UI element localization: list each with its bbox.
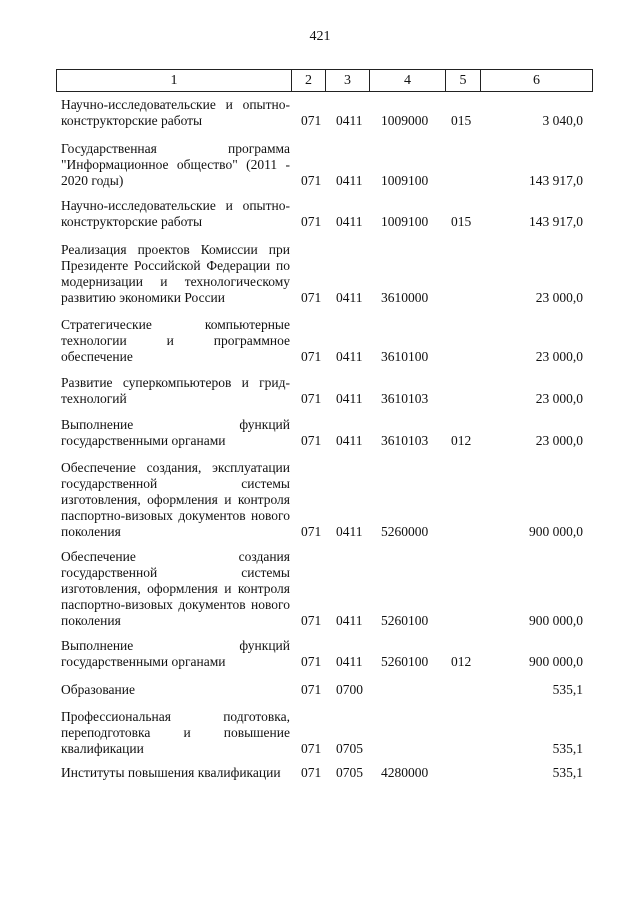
row-col-6: 143 917,0 (529, 173, 583, 188)
row-name: Выполнение функций государственными органами (61, 638, 290, 669)
row-col-2: 071 (301, 113, 322, 128)
header-col-1: 1 (170, 73, 178, 88)
row-name: Выполнение функций государственными органами (61, 417, 290, 448)
row-col-2: 071 (301, 765, 322, 780)
row-col-3: 0705 (336, 765, 363, 780)
row-col-3: 0411 (336, 113, 363, 128)
row-col-6: 23 000,0 (535, 391, 583, 406)
header-col-2: 2 (291, 70, 325, 91)
table-row (0, 198, 640, 230)
row-name: Государственная программа "Информационное общество" (2011 - 2020 годы) (61, 141, 290, 188)
row-col-3: 0411 (336, 214, 363, 229)
table-row (0, 375, 640, 407)
row-col-2: 071 (301, 613, 322, 628)
row-col-6: 900 000,0 (529, 654, 583, 669)
table-row (0, 242, 640, 306)
row-name: Институты повышения квалификации (61, 765, 281, 780)
row-name: Обеспечение создания государственной системы изготовления, оформления и контроля паспортно-визовых документов нового поколения (61, 549, 290, 628)
header-col-3: 3 (325, 70, 369, 91)
row-col-3: 0411 (336, 290, 363, 305)
row-col-2: 071 (301, 524, 322, 539)
row-col-2: 071 (301, 290, 322, 305)
row-col-4: 1009100 (381, 214, 429, 229)
row-col-3: 0411 (336, 654, 363, 669)
row-col-6: 900 000,0 (529, 524, 583, 539)
row-col-4: 3610103 (381, 433, 429, 448)
row-name: Стратегические компьютерные технологии и программное обеспечение (61, 317, 290, 364)
table-row (0, 709, 640, 757)
row-col-2: 071 (301, 173, 322, 188)
header-col-6: 6 (480, 70, 592, 91)
row-col-4: 3610100 (381, 349, 429, 364)
row-col-2: 071 (301, 433, 322, 448)
row-col-3: 0411 (336, 349, 363, 364)
row-col-6: 900 000,0 (529, 613, 583, 628)
row-col-3: 0700 (336, 682, 363, 697)
row-col-4: 5260000 (381, 524, 429, 539)
row-col-4: 1009100 (381, 173, 429, 188)
row-col-5: 015 (451, 214, 472, 229)
row-col-3: 0411 (336, 173, 363, 188)
header-col-5: 5 (445, 70, 480, 91)
row-name: Профессиональная подготовка, переподготовка и повышение квалификации (61, 709, 290, 756)
row-col-6: 23 000,0 (535, 349, 583, 364)
row-col-2: 071 (301, 214, 322, 229)
table-row (0, 317, 640, 365)
row-col-5: 012 (451, 654, 472, 669)
row-name: Развитие суперкомпьютеров и грид-технологий (61, 375, 290, 406)
row-col-4: 3610000 (381, 290, 429, 305)
row-col-5: 015 (451, 113, 472, 128)
table-header (56, 69, 593, 92)
row-name: Образование (61, 682, 135, 697)
row-col-2: 071 (301, 682, 322, 697)
table-row (0, 682, 640, 698)
row-col-2: 071 (301, 349, 322, 364)
row-col-3: 0411 (336, 524, 363, 539)
row-col-6: 23 000,0 (535, 433, 583, 448)
page-number: 421 (309, 29, 331, 44)
row-col-4: 5260100 (381, 654, 429, 669)
table-row (0, 97, 640, 129)
row-col-5: 012 (451, 433, 472, 448)
row-col-6: 535,1 (552, 741, 583, 756)
header-col-4: 4 (369, 70, 445, 91)
row-col-6: 3 040,0 (542, 113, 583, 128)
row-col-6: 23 000,0 (535, 290, 583, 305)
row-col-4: 5260100 (381, 613, 429, 628)
row-col-2: 071 (301, 654, 322, 669)
table-row (0, 141, 640, 189)
row-col-6: 535,1 (552, 682, 583, 697)
row-col-3: 0705 (336, 741, 363, 756)
row-col-6: 143 917,0 (529, 214, 583, 229)
row-col-3: 0411 (336, 433, 363, 448)
row-col-3: 0411 (336, 613, 363, 628)
row-col-3: 0411 (336, 391, 363, 406)
row-name: Научно-исследовательские и опытно-конструкторские работы (61, 97, 290, 128)
row-col-4: 4280000 (381, 765, 429, 780)
row-name: Обеспечение создания, эксплуатации государственной системы изготовления, оформления и контроля паспортно-визовых документов нового поколения (61, 460, 290, 539)
table-row (0, 460, 640, 540)
row-col-4: 1009000 (381, 113, 429, 128)
row-col-4: 3610103 (381, 391, 429, 406)
row-col-2: 071 (301, 741, 322, 756)
row-name: Реализация проектов Комиссии при Президенте Российской Федерации по модернизации и технологическому развитию экономики России (61, 242, 290, 305)
table-row (0, 765, 640, 781)
row-col-2: 071 (301, 391, 322, 406)
row-name: Научно-исследовательские и опытно-конструкторские работы (61, 198, 290, 229)
row-col-6: 535,1 (552, 765, 583, 780)
table-row (0, 549, 640, 629)
table-row (0, 417, 640, 449)
table-row (0, 638, 640, 670)
